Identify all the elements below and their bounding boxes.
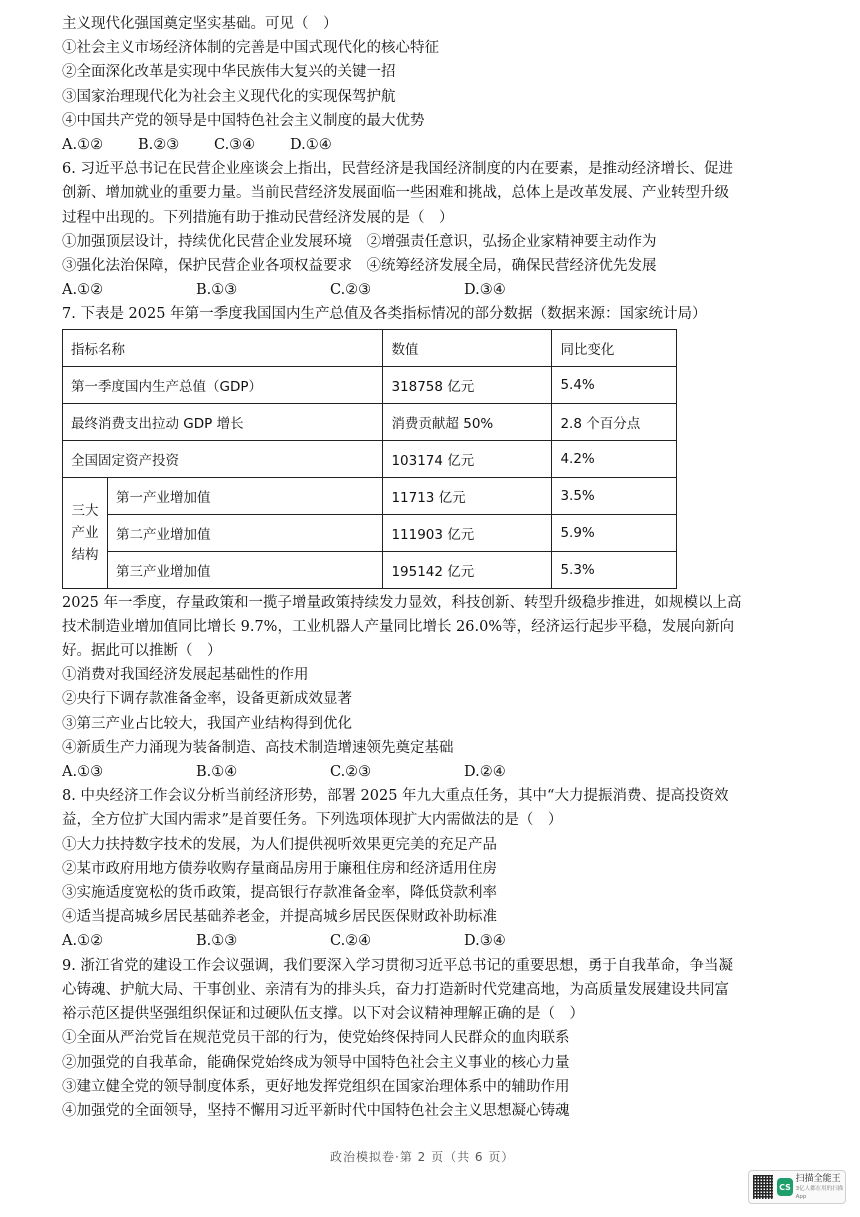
option-b: B.①③ [196, 933, 238, 950]
table-row [63, 366, 677, 403]
badge-texts [796, 1174, 845, 1201]
choice-statement: ③国家治理现代化为社会主义现代化的实现保驾护航 [62, 88, 396, 105]
table-cell: 5.9% [552, 514, 677, 551]
question-stem: 过程中出现的。下列措施有助于推动民营经济发展的是（ ） [62, 209, 454, 226]
answer-options [62, 760, 832, 784]
option-d: D.③④ [464, 282, 506, 299]
table-row [63, 477, 677, 514]
text-line: 主义现代化强国奠定坚实基础。可见（ ） [62, 16, 338, 32]
choice-statement: ①全面从严治党旨在规范党员干部的行为，使党始终保持同人民群众的血肉联系 [62, 1030, 570, 1047]
camscanner-logo-icon: CS [777, 1178, 792, 1196]
table-header-row [63, 329, 677, 366]
badge-subtitle: 3亿人都在用的扫描App [795, 1185, 844, 1200]
table-header-cell: 数值 [383, 329, 552, 366]
table-cell: 第一产业增加值 [108, 477, 383, 514]
gdp-data-table [62, 329, 677, 589]
option-d: D.③④ [464, 933, 506, 950]
table-cell: 5.3% [552, 551, 677, 588]
choice-statement: ③第三产业占比较大，我国产业结构得到优化 [62, 715, 352, 732]
question-stem: 好。据此可以推断（ ） [62, 643, 222, 660]
choice-statement: ①加强顶层设计，持续优化民营企业发展环境 ②增强责任意识，弘扬企业家精神要主动作为 [62, 233, 657, 250]
question-stem: 6. 习近平总书记在民营企业座谈会上指出，民营经济是我国经济制度的内在要素，是推动经济增长、促进 [62, 161, 733, 178]
table-cell: 4.2% [552, 440, 677, 477]
q5-tail [62, 12, 832, 157]
choice-statement: ②全面深化改革是实现中华民族伟大复兴的关键一招 [62, 64, 396, 81]
option-c: C.②④ [330, 933, 372, 950]
choice-statement: ④中国共产党的领导是中国特色社会主义制度的最大优势 [62, 112, 425, 129]
choice-statement: ④新质生产力涌现为装备制造、高技术制造增速领先奠定基础 [62, 739, 454, 756]
question-stem: 8. 中央经济工作会议分析当前经济形势，部署 2025 年九大重点任务，其中“大力提振消费、提高投资效 [62, 788, 729, 805]
question-6 [62, 157, 832, 302]
choice-statement: ②某市政府用地方债券收购存量商品房用于廉租住房和经济适用住房 [62, 860, 497, 877]
group-label-line: 产业 [71, 524, 99, 541]
exam-page [62, 12, 832, 1123]
question-9 [62, 954, 832, 1123]
table-row [63, 440, 677, 477]
choice-statement: ②加强党的自我革命，能确保党始终成为领导中国特色社会主义事业的核心力量 [62, 1054, 570, 1071]
qr-code-icon [753, 1175, 773, 1199]
table-row [63, 403, 677, 440]
choice-statement: ③建立健全党的领导制度体系，更好地发挥党组织在国家治理体系中的辅助作用 [62, 1078, 570, 1095]
question-stem: 创新、增加就业的重要力量。当前民营经济发展面临一些困难和挑战，总体上是改革发展、产业转型升级 [62, 185, 729, 202]
option-d: D.②④ [464, 764, 506, 781]
option-a: A.①③ [62, 764, 104, 781]
table-cell: 11713 亿元 [383, 477, 552, 514]
table-cell: 第二产业增加值 [108, 514, 383, 551]
question-stem: 裕示范区提供坚强组织保证和过硬队伍支撑。以下对会议精神理解正确的是（ ） [62, 1006, 584, 1023]
table-cell: 318758 亿元 [383, 366, 552, 403]
table-cell: 111903 亿元 [383, 514, 552, 551]
group-label-line: 三大 [71, 502, 99, 519]
table-cell: 5.4% [552, 366, 677, 403]
table-cell: 2.8 个百分点 [552, 403, 677, 440]
question-stem: 心铸魂、护航大局、干事创业、亲清有为的排头兵，奋力打造新时代党建高地，为高质量发展建设共同富 [62, 981, 729, 998]
question-stem: 9. 浙江省党的建设工作会议强调，我们要深入学习贯彻习近平总书记的重要思想，勇于自我革命，争当凝 [62, 957, 733, 974]
table-cell: 全国固定资产投资 [63, 440, 383, 477]
question-stem: 2025 年一季度，存量政策和一揽子增量政策持续发力显效，科技创新、转型升级稳步推进，如规模以上高 [62, 594, 742, 611]
choice-statement: ③实施适度宽松的货币政策，提高银行存款准备金率，降低贷款利率 [62, 885, 497, 902]
table-row [63, 551, 677, 588]
question-8 [62, 784, 832, 953]
group-label-cell [63, 477, 108, 588]
answer-options [62, 929, 832, 953]
choice-statement: ④适当提高城乡居民基础养老金，并提高城乡居民医保财政补助标准 [62, 909, 497, 926]
table-cell: 3.5% [552, 477, 677, 514]
page-footer: 政治模拟卷·第 2 页（共 6 页） [330, 1150, 515, 1164]
option-c: C.②③ [330, 282, 372, 299]
option-a: A.①② [62, 282, 104, 299]
choice-statement: ②央行下调存款准备金率，设备更新成效显著 [62, 691, 352, 708]
table-cell: 最终消费支出拉动 GDP 增长 [63, 403, 383, 440]
table-cell: 消费贡献超 50% [383, 403, 552, 440]
option-a: A.①② [62, 137, 104, 154]
question-intro: 7. 下表是 2025 年第一季度我国国内生产总值及各类指标情况的部分数据（数据来源：国家统计局） [62, 306, 707, 323]
question-stem: 技术制造业增加值同比增长 9.7%，工业机器人产量同比增长 26.0%等，经济运行起步平稳，发展向新向 [62, 618, 735, 635]
scanner-watermark-badge [748, 1170, 846, 1204]
choice-statement: ④加强党的全面领导，坚持不懈用习近平新时代中国特色社会主义思想凝心铸魂 [62, 1102, 570, 1119]
table-header-cell: 指标名称 [63, 329, 383, 366]
option-b: B.①④ [196, 764, 238, 781]
table-cell: 195142 亿元 [383, 551, 552, 588]
badge-title: 扫描全能王 [795, 1173, 841, 1184]
option-c: C.③④ [214, 137, 256, 154]
option-d: D.①④ [290, 137, 332, 154]
option-b: B.②③ [138, 137, 180, 154]
answer-options [62, 278, 832, 302]
table-header-cell: 同比变化 [552, 329, 677, 366]
option-a: A.①② [62, 933, 104, 950]
question-7 [62, 302, 832, 784]
choice-statement: ①消费对我国经济发展起基础性的作用 [62, 667, 309, 684]
group-label-line: 结构 [71, 546, 99, 563]
table-row [63, 514, 677, 551]
choice-statement: ①社会主义市场经济体制的完善是中国式现代化的核心特征 [62, 40, 439, 57]
choice-statement: ③强化法治保障，保护民营企业各项权益要求 ④统筹经济发展全局，确保民营经济优先发展 [62, 258, 657, 275]
choice-statement: ①大力扶持数字技术的发展，为人们提供视听效果更完美的充足产品 [62, 836, 497, 853]
table-cell: 第一季度国内生产总值（GDP） [63, 366, 383, 403]
table-cell: 第三产业增加值 [108, 551, 383, 588]
question-stem: 益，全方位扩大国内需求”是首要任务。下列选项体现扩大内需做法的是（ ） [62, 812, 563, 829]
option-b: B.①③ [196, 282, 238, 299]
option-c: C.②③ [330, 764, 372, 781]
answer-options [62, 133, 832, 157]
table-cell: 103174 亿元 [383, 440, 552, 477]
